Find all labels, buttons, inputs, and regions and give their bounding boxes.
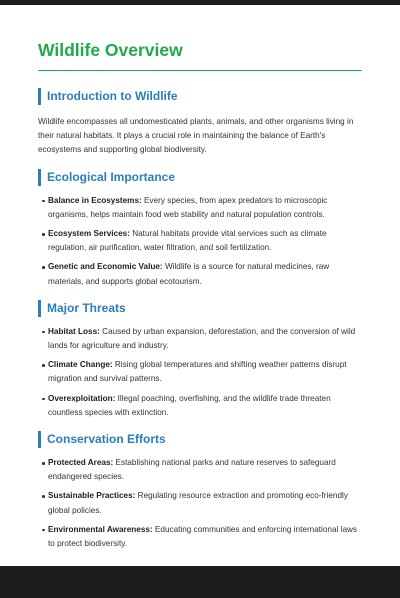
bullet-icon: [42, 364, 45, 367]
list-item: [42, 325, 362, 353]
section-heading-major-threats: Major Threats: [38, 300, 362, 317]
list-item-term: Environmental Awareness:: [48, 524, 153, 534]
bullet-icon: [42, 266, 45, 269]
list-item-term: Sustainable Practices:: [48, 491, 136, 501]
bullet-icon: [42, 495, 45, 498]
section-heading-introduction: Introduction to Wildlife: [38, 88, 362, 105]
list-item: [42, 489, 362, 517]
list-item-text: Regulating resource extraction and promoting eco-friendly global policies.: [48, 491, 348, 515]
page-title: Wildlife Overview: [38, 40, 362, 71]
bullet-icon: [42, 462, 45, 465]
list-item-term: Genetic and Economic Value:: [48, 262, 163, 272]
bullet-icon: [42, 331, 45, 334]
list-item: [42, 194, 362, 222]
list-item: [42, 260, 362, 288]
list-item: [42, 392, 362, 420]
major-threats-list: [38, 325, 362, 420]
list-item-term: Balance in Ecosystems:: [48, 195, 142, 205]
list-item: [42, 227, 362, 255]
section-heading-conservation-efforts: Conservation Efforts: [38, 431, 362, 448]
list-item-text: Every species, from apex predators to microscopic organisms, helps maintain food web stability and natural population controls.: [48, 195, 328, 219]
bullet-icon: [42, 529, 45, 532]
list-item-text: Illegal poaching, overfishing, and the wildlife trade threaten countless species with extinction.: [48, 393, 331, 417]
bottom-bar: [0, 566, 400, 598]
conservation-efforts-list: [38, 456, 362, 551]
top-bar: [0, 0, 400, 5]
list-item-text: Wildlife is a source for natural medicines, raw materials, and supports global ecotourism.: [48, 262, 330, 286]
bullet-icon: [42, 200, 45, 203]
list-item: [42, 523, 362, 551]
list-item-text: Establishing national parks and nature reserves to safeguard endangered species.: [48, 458, 336, 482]
list-item-term: Ecosystem Services:: [48, 229, 130, 239]
list-item: [42, 358, 362, 386]
bullet-icon: [42, 398, 45, 401]
list-item-text: Educating communities and enforcing international laws to protect biodiversity.: [48, 524, 358, 549]
section-heading-ecological-importance: Ecological Importance: [38, 169, 362, 186]
ecological-importance-list: [38, 194, 362, 289]
list-item-term: Protected Areas:: [48, 458, 114, 468]
document-page: [38, 40, 362, 556]
list-item-text: Rising global temperatures and shifting weather patterns disrupt migration and survival patterns.: [48, 360, 347, 384]
list-item-text: Natural habitats provide vital services such as climate regulation, air purification, water filtration, and soil fertilization.: [48, 229, 327, 253]
introduction-paragraph: Wildlife encompasses all undomesticated plants, animals, and other organisms living in their natural habitats. It plays a crucial role in maintaining the balance of Earth's ecosystems and supporting global biodiversity.: [38, 117, 354, 155]
list-item-text: Caused by urban expansion, deforestation, and the conversion of wild lands for agriculture and industry.: [48, 326, 356, 351]
list-item-term: Climate Change:: [48, 360, 113, 370]
list-item-term: Habitat Loss:: [48, 326, 100, 336]
bullet-icon: [42, 233, 45, 236]
list-item: [42, 456, 362, 484]
list-item-term: Overexploitation:: [48, 393, 116, 403]
